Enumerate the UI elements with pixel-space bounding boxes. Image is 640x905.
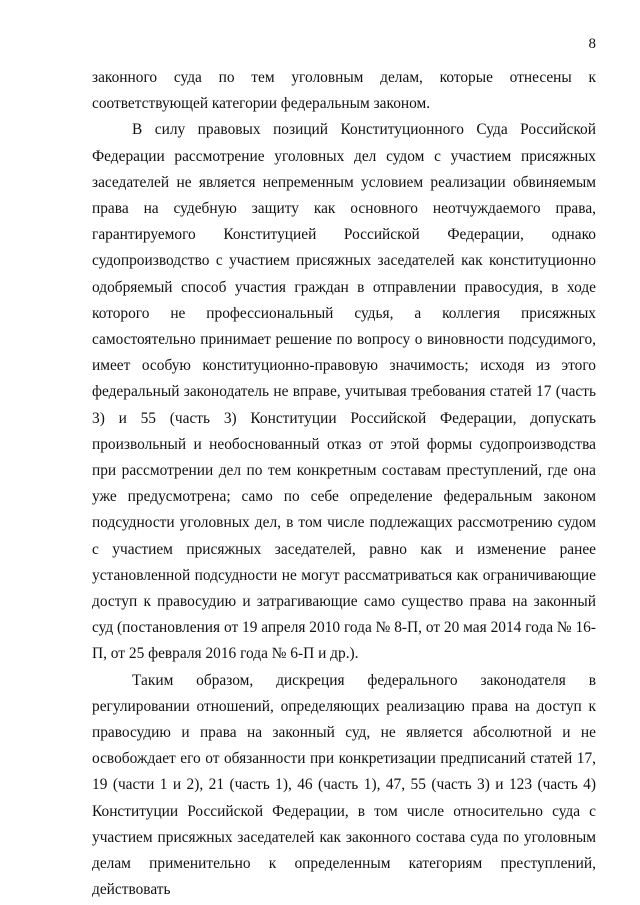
paragraph-conclusion: Таким образом, дискреция федерального законодателя в регулировании отношений, определяющих реализацию права на доступ к правосудию и права на законный суд, не является абсолютной и не освобождает его от обязанности при конкретизации предписаний статей 17, 19 (части 1 и 2), 21 (часть 1), 46 (часть 1), 47, 55 (часть 3) и 123 (часть 4) Конституции Российской Федерации, в том числе относительно суда с участием присяжных заседателей как законного состава суда по уголовным делам применительно к определенным категориям преступлений, действовать [92,671,596,899]
paragraph-legal-positions: В силу правовых позиций Конституционного Суда Российской Федерации рассмотрение уголовных дел судом с участием присяжных заседателей не является непременным условием реализации обвиняемым права на судебную защиту как основного неотчуждаемого права, гарантируемого Конституцией Российской Федерации, однако судопроизводство с участием присяжных заседателей как конституционно одобряемый способ участия граждан в отправлении правосудия, в ходе которого не профессиональный судья, а коллегия присяжных самостоятельно принимает решение по вопросу о виновности подсудимого, имеет особую конституционно-правовую значимость; исходя из этого федеральный законодатель не вправе, учитывая требования статей 17 (часть 3) и 55 (часть 3) Конституции Российской Федерации, допускать произвольный и необоснованный отказ от этой формы судопроизводства при рассмотрении дел по тем конкретным составам преступлений, где она уже предусмотрена; само по себе определение федеральным законом подсудности уголовных дел, в том числе подлежащих рассмотрению судом с участием присяжных заседателей, равно как и изменение ранее установленной подсудности не могут рассматриваться как ограничивающие доступ к правосудию и затрагивающие само существо права на законный суд (постановления от 19 апреля 2010 года № 8-П, от 20 мая 2014 года № 16-П, от 25 февраля 2016 года № 6-П и др.). [92,121,596,663]
page-number: 8 [588,36,596,52]
document-body [92,65,596,904]
paragraph-continuation: законного суда по тем уголовным делам, которые отнесены к соответствующей категории федеральным законом. [92,69,596,113]
